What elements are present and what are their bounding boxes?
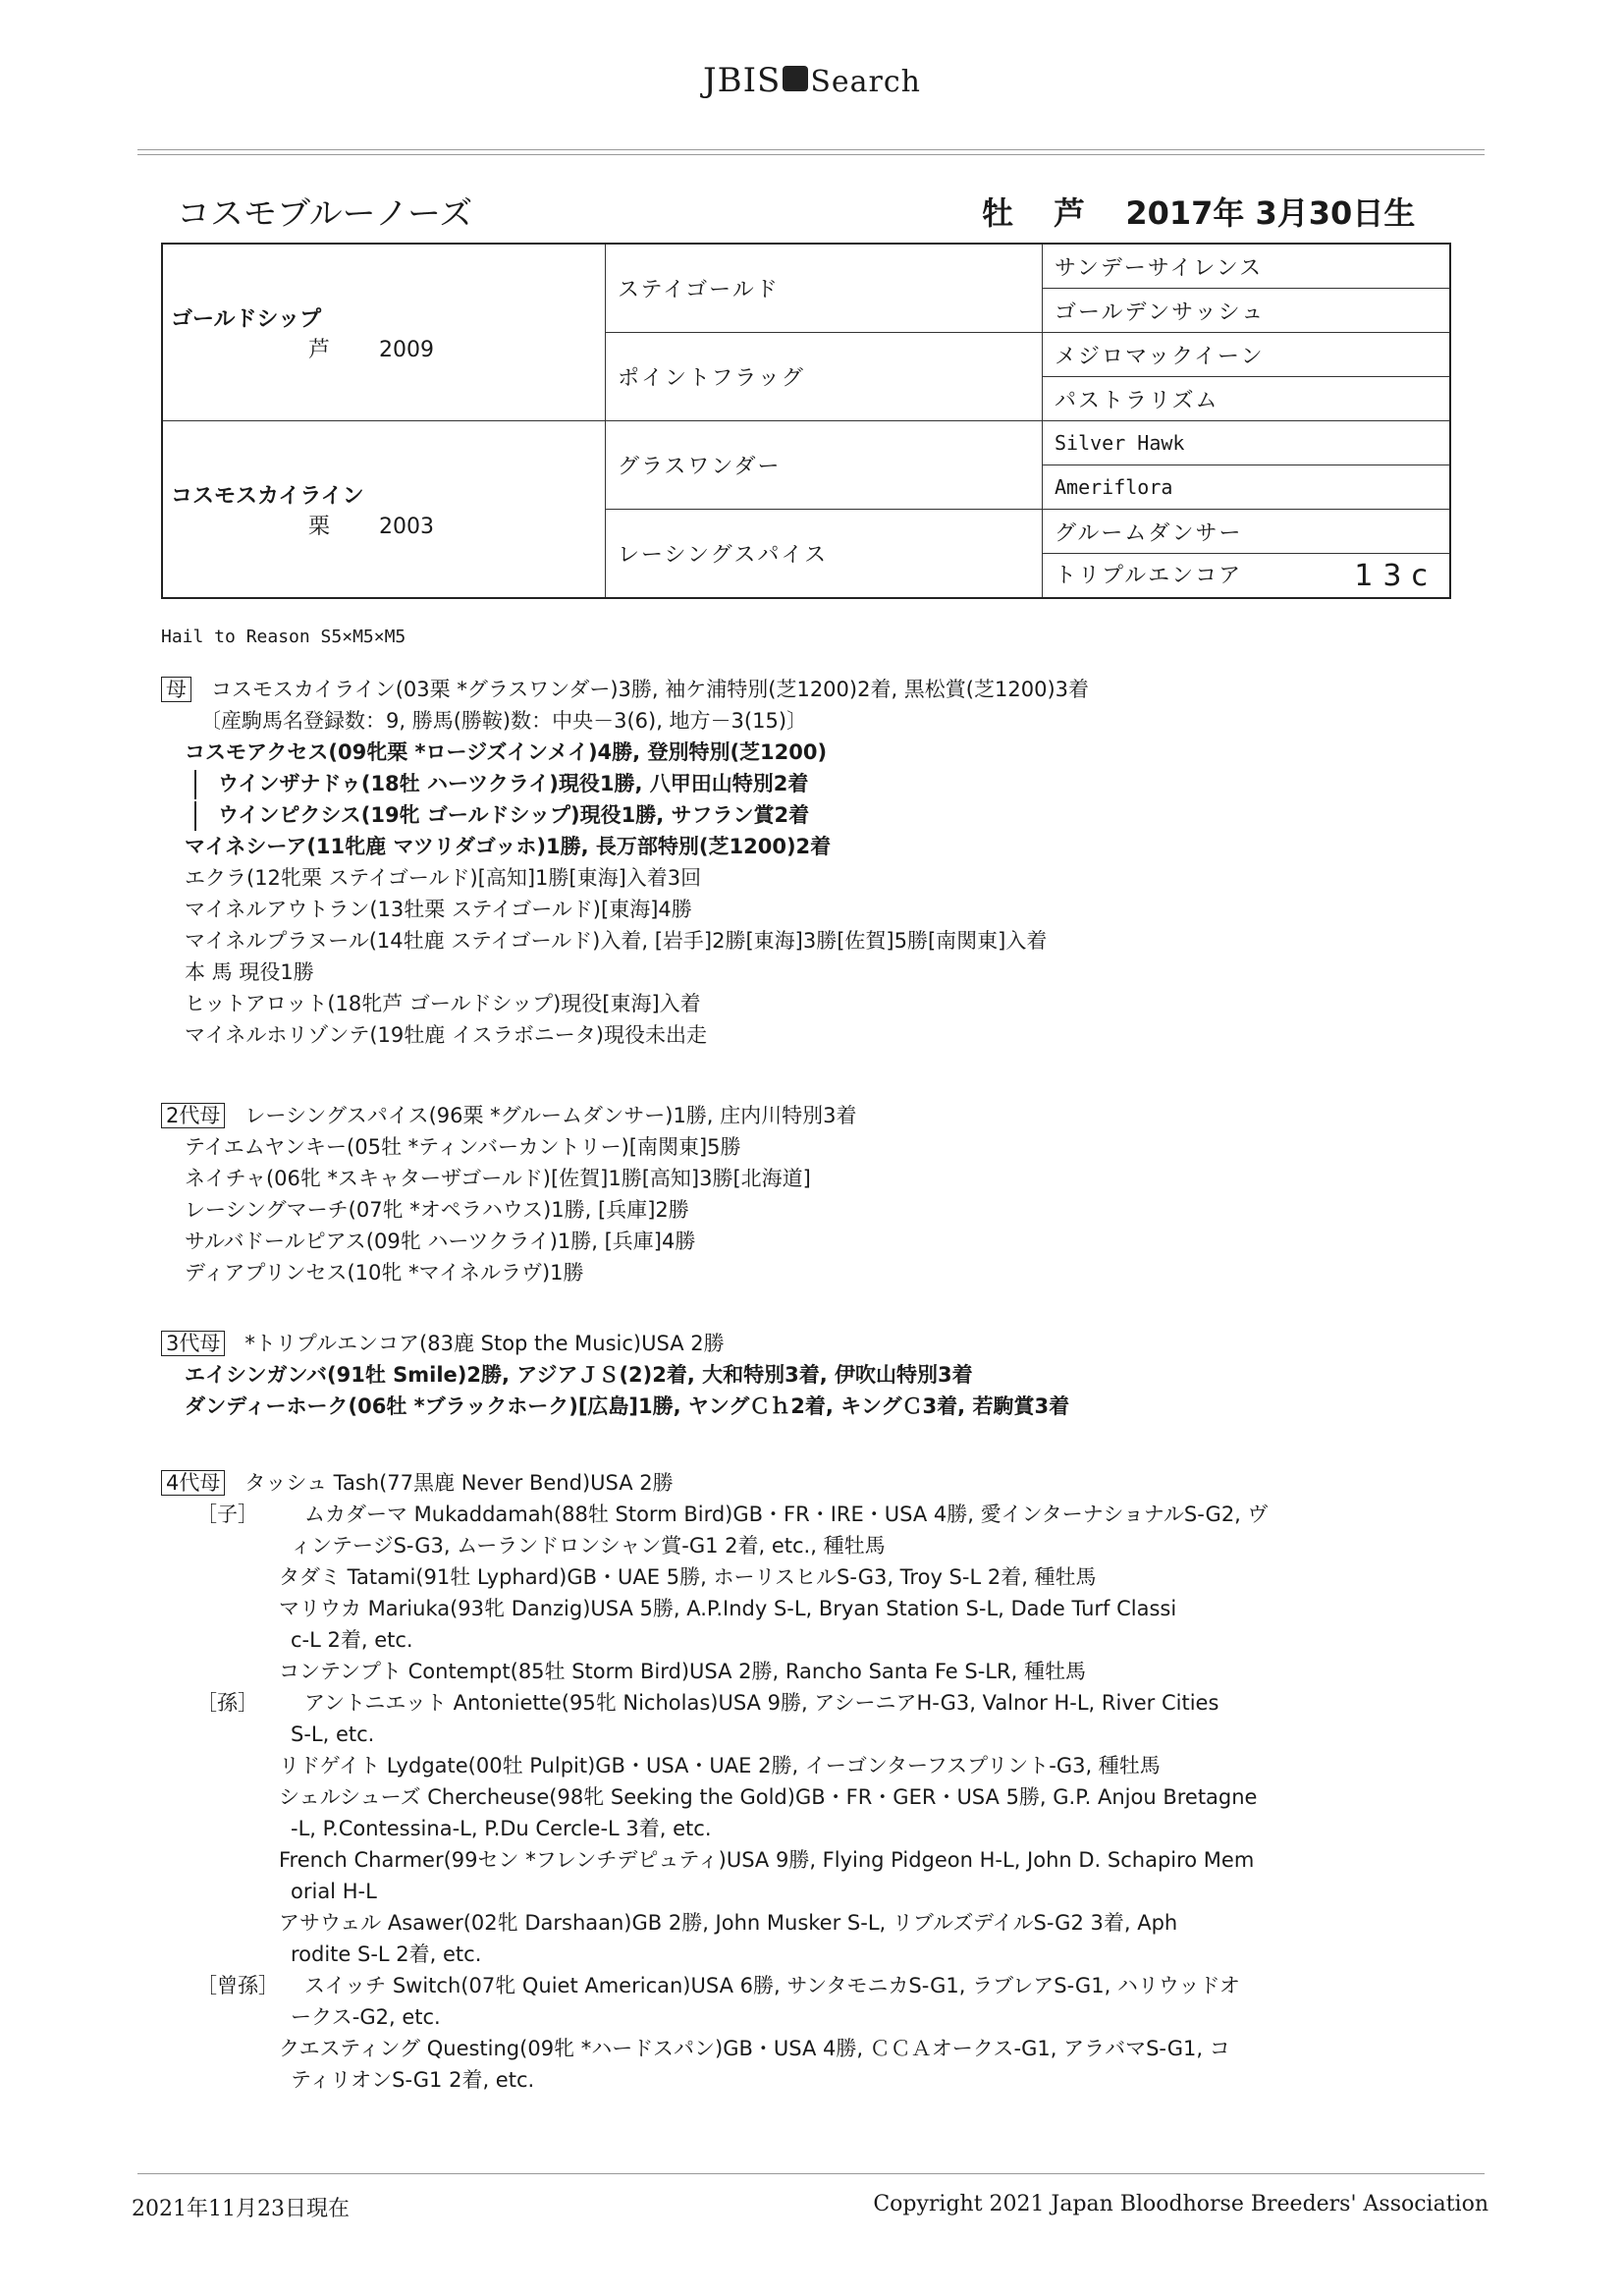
header-divider-2 [137, 154, 1485, 155]
g4-descendant: コンテンプト Contempt(85牡 Storm Bird)USA 2勝, Rancho Santa Fe S-LR, 種牡馬 [279, 1660, 1086, 1683]
horse-logo-icon [783, 66, 808, 91]
pedigree-gen2-3[interactable]: グラスワンダー [606, 421, 1043, 510]
sire-year: 2009 [379, 337, 435, 362]
g2-offspring: レーシングマーチ(07牝 *オペラハウス)1勝, [兵庫]2勝 [185, 1198, 689, 1222]
g4-descendant-cont: ィンテージS-G3, ムーランドロンシャン賞-G1 2着, etc., 種牡馬 [291, 1534, 886, 1558]
g4-descendant-cont: orial H-L [291, 1880, 377, 1903]
dam-offspring: エクラ(12牝栗 ステイゴールド)[高知]1勝[東海]入着3回 [185, 866, 702, 890]
dam-section [161, 674, 1089, 1051]
horse-sex: 牡 [982, 194, 1014, 232]
dam-year: 2003 [379, 514, 435, 539]
jbis-logo: JBIS Search [703, 61, 921, 100]
label-grand: ［孫］ [196, 1691, 258, 1715]
horse-name: コスモブルーノーズ [177, 194, 473, 234]
dam-foals-summary: 〔産駒馬名登録数：9, 勝馬(勝鞍)数：中央－3(6), 地方－3(15)〕 [200, 709, 808, 733]
sire-cell[interactable] [162, 244, 606, 421]
g2-section [161, 1100, 857, 1288]
g4-descendant-cont: ティリオンS-G1 2着, etc. [291, 2068, 535, 2092]
label-child: ［子］ [196, 1503, 258, 1526]
g4-head: タッシュ Tash(77黒鹿 Never Bend)USA 2勝 [244, 1471, 674, 1495]
sire-color: 芦 [308, 337, 331, 362]
pedigree-gen3-3[interactable]: メジロマックイーン [1043, 333, 1451, 377]
pedigree-gen3-6[interactable]: Ameriflora [1043, 465, 1451, 510]
g4-descendant: リドゲイト Lydgate(00牡 Pulpit)GB・USA・UAE 2勝, イーゴンターフスプリント-G3, 種牡馬 [279, 1754, 1161, 1777]
footer-date: 2021年11月23日現在 [132, 2197, 350, 2221]
grand-offspring: ウインピクシス(19牝 ゴールドシップ)現役1勝, サフラン賞2着 [218, 803, 810, 827]
g4-descendant: アントニエット Antoniette(95牝 Nicholas)USA 9勝, アシーニアH-G3, Valnor H-L, River Cities [304, 1691, 1219, 1715]
dam-name: コスモスカイライン [171, 483, 364, 509]
pedigree-gen3-4[interactable]: パストラリズム [1043, 377, 1451, 421]
g2-offspring: サルバドールピアス(09牝 ハーツクライ)1勝, [兵庫]4勝 [185, 1230, 696, 1253]
g4-descendant-cont: c-L 2着, etc. [291, 1628, 413, 1652]
pedigree-gen3-7[interactable]: グルームダンサー [1043, 510, 1451, 554]
g3-head: *トリプルエンコア(83鹿 Stop the Music)USA 2勝 [244, 1332, 725, 1355]
dam-color: 栗 [308, 514, 331, 539]
g2-head: レーシングスパイス(96栗 *グルームダンサー)1勝, 庄内川特別3着 [244, 1104, 857, 1127]
pedigree-table [161, 243, 1451, 599]
inbreeding-note: Hail to Reason S5×M5×M5 [161, 627, 406, 647]
dam-head: コスモスカイライン(03栗 *グラスワンダー)3勝, 袖ケ浦特別(芝1200)2着, 黒松賞(芝1200)3着 [211, 678, 1089, 701]
lineage-bar [194, 801, 196, 831]
horse-birth: 2017年 3月30日生 [1125, 194, 1416, 232]
footer-divider [137, 2173, 1485, 2174]
section-tag: 2代母 [161, 1103, 225, 1128]
pedigree-gen3-8: トリプルエンコア [1055, 563, 1243, 588]
g4-descendant: マリウカ Mariuka(93牝 Danzig)USA 5勝, A.P.Indy S-L, Bryan Station S-L, Dade Turf Classi [279, 1597, 1177, 1620]
sire-name: ゴールドシップ [171, 306, 322, 332]
g4-descendant-cont: -L, P.Contessina-L, P.Du Cercle-L 3着, etc. [291, 1817, 712, 1840]
header-divider [137, 149, 1485, 150]
g3-offspring: ダンディーホーク(06牡 *ブラックホーク)[広島]1勝, ヤングＣｈ2着, キングＣ3着, 若駒賞3着 [185, 1394, 1070, 1418]
pedigree-gen3-8-cell[interactable] [1043, 554, 1451, 599]
horse-color: 芦 [1054, 194, 1086, 232]
pedigree-gen2-1[interactable]: ステイゴールド [606, 244, 1043, 333]
lineage-bar [194, 770, 196, 799]
g2-offspring: テイエムヤンキー(05牡 *ティンバーカントリー)[南関東]5勝 [185, 1135, 741, 1159]
horse-info [982, 189, 1415, 234]
dam-offspring: マイネルプラヌール(14牡鹿 ステイゴールド)入着, [岩手]2勝[東海]3勝[佐賀]5勝[南関東]入着 [185, 929, 1048, 953]
g4-descendant: ムカダーマ Mukaddamah(88牡 Storm Bird)GB・FR・IRE・USA 4勝, 愛インターナショナルS-G2, ヴ [304, 1503, 1269, 1526]
dam-offspring: ヒットアロット(18牝芦 ゴールドシップ)現役[東海]入着 [185, 992, 701, 1015]
section-tag: 母 [161, 677, 191, 702]
g3-offspring: エイシンガンバ(91牡 Smile)2勝, アジアＪＳ(2)2着, 大和特別3着, 伊吹山特別3着 [185, 1363, 973, 1387]
g4-descendant-cont: rodite S-L 2着, etc. [291, 1942, 482, 1966]
g4-section [161, 1467, 1269, 2096]
g4-descendant: シェルシューズ Chercheuse(98牝 Seeking the Gold)GB・FR・GER・USA 5勝, G.P. Anjou Bretagne [279, 1785, 1258, 1809]
section-tag: 3代母 [161, 1331, 225, 1356]
g4-descendant: French Charmer(99セン *フレンチデピュティ)USA 9勝, Flying Pidgeon H-L, John D. Schapiro Mem [279, 1848, 1255, 1872]
g3-section [161, 1328, 1069, 1422]
section-tag: 4代母 [161, 1470, 225, 1496]
dam-offspring: 本 馬 現役1勝 [185, 960, 314, 984]
pedigree-gen3-1[interactable]: サンデーサイレンス [1043, 244, 1451, 289]
g4-descendant: スイッチ Switch(07牝 Quiet American)USA 6勝, サンタモニカS-G1, ラブレアS-G1, ハリウッドオ [304, 1974, 1240, 1997]
g4-descendant: クエスティング Questing(09牝 *ハードスパン)GB・USA 4勝, ＣＣＡオークス-G1, アラバマS-G1, コ [279, 2037, 1230, 2060]
label-great: ［曾孫］ [196, 1974, 279, 1997]
pedigree-gen3-2[interactable]: ゴールデンサッシュ [1043, 289, 1451, 333]
g4-descendant: タダミ Tatami(91牡 Lyphard)GB・UAE 5勝, ホーリスヒルS-G3, Troy S-L 2着, 種牡馬 [279, 1565, 1097, 1589]
g2-offspring: ネイチャ(06牝 *スキャターザゴールド)[佐賀]1勝[高知]3勝[北海道] [185, 1167, 811, 1190]
pedigree-gen2-4[interactable]: レーシングスパイス [606, 510, 1043, 599]
g4-descendant-cont: S-L, etc. [291, 1722, 375, 1746]
grand-offspring: ウインザナドゥ(18牡 ハーツクライ)現役1勝, 八甲田山特別2着 [218, 772, 809, 795]
family-code: 13c [1354, 558, 1437, 593]
dam-offspring: マイネルホリゾンテ(19牡鹿 イスラボニータ)現役未出走 [185, 1023, 707, 1047]
g4-descendant-cont: ークス-G2, etc. [291, 2005, 441, 2029]
footer-copyright: Copyright 2021 Japan Bloodhorse Breeders' Association [873, 2192, 1489, 2216]
dam-offspring: コスモアクセス(09牝栗 *ロージズインメイ)4勝, 登別特別(芝1200) [185, 740, 828, 764]
dam-cell[interactable] [162, 421, 606, 599]
pedigree-gen2-2[interactable]: ポイントフラッグ [606, 333, 1043, 421]
g2-offspring: ディアプリンセス(10牝 *マイネルラヴ)1勝 [185, 1261, 584, 1285]
g4-descendant: アサウェル Asawer(02牝 Darshaan)GB 2勝, John Musker S-L, リブルズデイルS-G2 3着, Aph [279, 1911, 1178, 1935]
pedigree-gen3-5[interactable]: Silver Hawk [1043, 421, 1451, 465]
dam-offspring: マイネルアウトラン(13牡栗 ステイゴールド)[東海]4勝 [185, 898, 692, 921]
dam-offspring: マイネシーア(11牝鹿 マツリダゴッホ)1勝, 長万部特別(芝1200)2着 [185, 835, 832, 858]
